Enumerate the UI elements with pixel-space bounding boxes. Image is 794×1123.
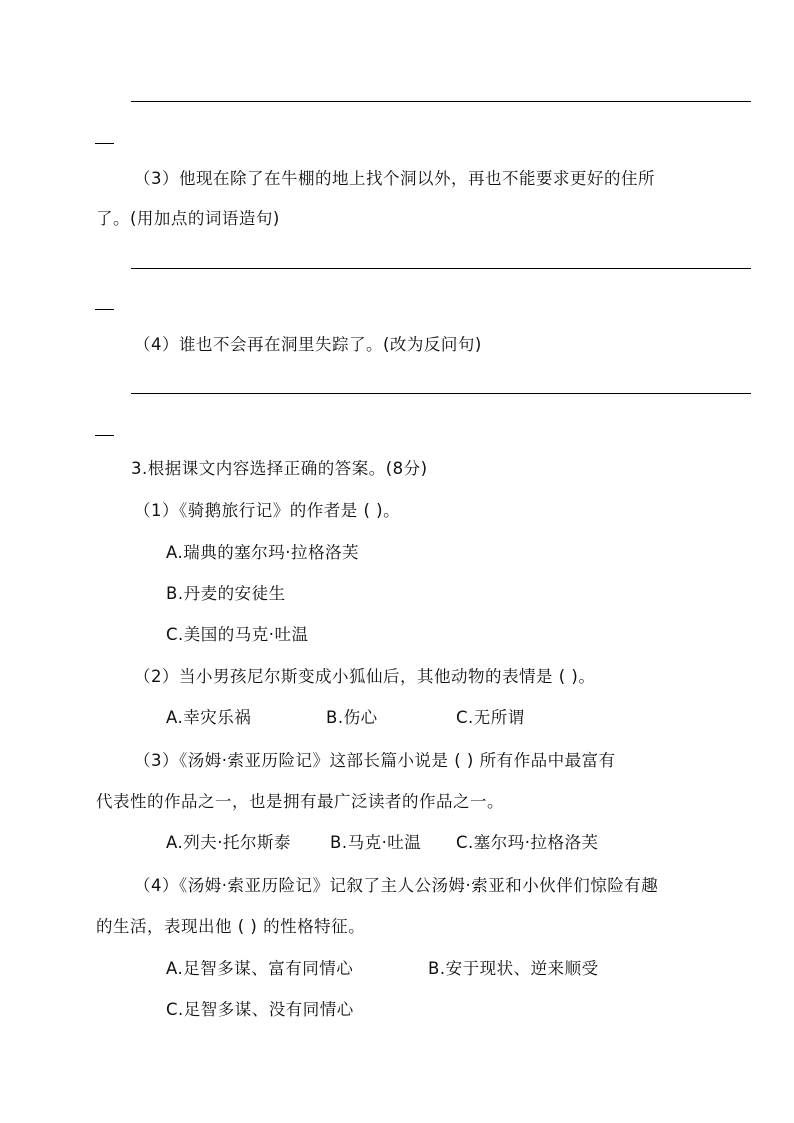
question-2-3-line2: 了。(用加点的词语造句) [96, 209, 280, 228]
option-b[interactable]: B.伤心 [326, 708, 378, 727]
question-3-3-stem: （3）《汤姆·索亚历险记》这部长篇小说是 ( ) 所有作品中最富有 [134, 751, 616, 770]
option-b[interactable]: B.丹麦的安徒生 [166, 584, 286, 603]
option-a[interactable]: A.足智多谋、富有同情心 [166, 959, 354, 978]
question-2-4-line1: （4）谁也不会再在洞里失踪了。(改为反问句) [134, 335, 482, 354]
option-b[interactable]: B.马克·吐温 [330, 833, 422, 852]
answer-line[interactable] [131, 101, 751, 102]
answer-line-end [95, 143, 114, 144]
option-c[interactable]: C.足智多谋、没有同情心 [166, 1000, 354, 1019]
question-3-3-stem-cont: 代表性的作品之一，也是拥有最广泛读者的作品之一。 [96, 792, 504, 811]
question-3-1-stem: （1）《骑鹅旅行记》的作者是 ( )。 [134, 501, 401, 520]
question-2-3-line1: （3）他现在除了在牛棚的地上找个洞以外，再也不能要求更好的住所 [134, 169, 655, 188]
answer-line-end [95, 435, 114, 436]
option-c[interactable]: C.美国的马克·吐温 [166, 625, 309, 644]
option-c[interactable]: C.无所谓 [456, 708, 525, 727]
question-3-2-stem: （2）当小男孩尼尔斯变成小狐仙后，其他动物的表情是 ( )。 [134, 667, 596, 686]
answer-line[interactable] [131, 393, 751, 394]
answer-line[interactable] [131, 268, 751, 269]
option-a[interactable]: A.列夫·托尔斯泰 [166, 833, 291, 852]
answer-line-end [95, 309, 114, 310]
option-a[interactable]: A.幸灾乐祸 [166, 708, 252, 727]
question-3-4-stem: （4）《汤姆·索亚历险记》记叙了主人公汤姆·索亚和小伙伴们惊险有趣 [134, 876, 659, 895]
question-3-4-stem-cont: 的生活，表现出他 ( ) 的性格特征。 [96, 917, 366, 936]
option-b[interactable]: B.安于现状、逆来顺受 [428, 959, 599, 978]
question-3-title: 3.根据课文内容选择正确的答案。(8分) [131, 459, 428, 478]
option-a[interactable]: A.瑞典的塞尔玛·拉格洛芙 [166, 543, 359, 562]
option-c[interactable]: C.塞尔玛·拉格洛芙 [456, 833, 599, 852]
